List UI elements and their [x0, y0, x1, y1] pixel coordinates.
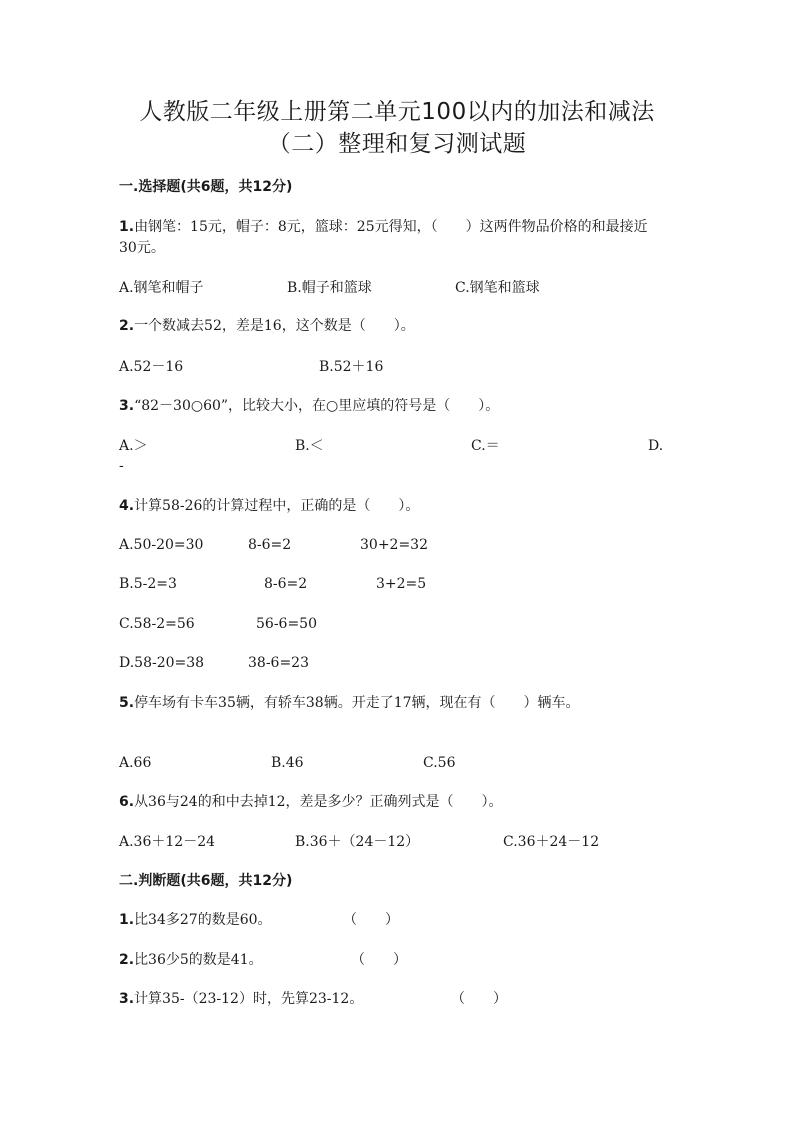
section-heading-choice: 一.选择题(共6题，共12分)	[119, 179, 293, 195]
option-c[interactable]: C.58-2=56	[119, 616, 195, 632]
question-text: 从36与24的和中去掉12，差是多少？正确列式是（ ）。	[134, 794, 503, 810]
question-text: 一个数减去52，差是16，这个数是（ ）。	[134, 318, 415, 334]
question-number: 2.	[119, 318, 135, 334]
option-d-step2: 38-6=23	[248, 655, 309, 671]
answer-parentheses[interactable]: （ ）	[451, 991, 507, 1007]
question-number: 1.	[119, 912, 135, 928]
judge-question-3	[119, 989, 664, 1010]
question-1	[119, 217, 664, 259]
option-c[interactable]: C.36＋24－12	[503, 834, 600, 850]
question-text: 计算35-（23-12）时，先算23-12。	[134, 991, 364, 1007]
option-a[interactable]: A.＞	[119, 438, 148, 454]
question-text: 比36少5的数是41。	[134, 952, 263, 968]
question-number: 2.	[119, 952, 135, 968]
option-a[interactable]: A.52－16	[119, 359, 184, 375]
page-title-line1: 人教版二年级上册第二单元100以内的加法和减法	[139, 99, 655, 125]
question-5	[119, 693, 664, 714]
option-d[interactable]: D.58-20=38	[119, 655, 205, 671]
question-text: 计算58-26的计算过程中，正确的是（ ）。	[134, 498, 420, 514]
page-title-line2: （二）整理和复习测试题	[267, 131, 527, 157]
question-text: “82－30○60”，比较大小，在○里应填的符号是（ ）。	[134, 398, 500, 414]
option-a[interactable]: A.36＋12－24	[119, 834, 216, 850]
option-b-step2: 8-6=2	[264, 576, 308, 592]
option-b-step3: 3+2=5	[376, 576, 427, 592]
question-number: 6.	[119, 794, 135, 810]
question-number: 4.	[119, 498, 135, 514]
option-d[interactable]: D.	[648, 438, 664, 454]
question-number: 5.	[119, 695, 135, 711]
answer-parentheses[interactable]: （ ）	[343, 912, 399, 928]
option-b[interactable]: B.36＋（24－12）	[295, 834, 420, 850]
question-text: 比34多27的数是60。	[134, 912, 272, 928]
answer-parentheses[interactable]: （ ）	[351, 952, 407, 968]
option-b[interactable]: B.5-2=3	[119, 576, 177, 592]
option-a[interactable]: A.50-20=30	[119, 537, 204, 553]
option-b[interactable]: B.＜	[295, 438, 324, 454]
option-a[interactable]: A.66	[119, 755, 152, 771]
question-text: 由钢笔：15元，帽子：8元，篮球：25元得知，（ ）这两件物品价格的和最接近30元。	[119, 219, 648, 256]
option-b[interactable]: B.46	[271, 755, 304, 771]
question-text: 停车场有卡车35辆，有轿车38辆。开走了17辆，现在有（ ）辆车。	[134, 695, 580, 711]
question-6	[119, 792, 664, 813]
option-b[interactable]: B.52＋16	[319, 359, 384, 375]
question-number: 3.	[119, 991, 135, 1007]
question-number: 1.	[119, 219, 135, 235]
option-c[interactable]: C.＝	[471, 438, 500, 454]
question-3	[119, 396, 664, 417]
option-a-step2: 8-6=2	[248, 537, 292, 553]
question-number: 3.	[119, 398, 135, 414]
section-heading-judgement: 二.判断题(共6题，共12分)	[119, 873, 293, 889]
option-c[interactable]: C.钢笔和篮球	[455, 280, 540, 296]
question-2	[119, 316, 664, 337]
option-a[interactable]: A.钢笔和帽子	[119, 280, 204, 296]
option-a-step3: 30+2=32	[360, 537, 428, 553]
question-4	[119, 496, 664, 517]
option-b[interactable]: B.帽子和篮球	[287, 280, 372, 296]
option-c[interactable]: C.56	[423, 755, 456, 771]
option-d-value: -	[119, 458, 124, 474]
option-c-step2: 56-6=50	[256, 616, 317, 632]
